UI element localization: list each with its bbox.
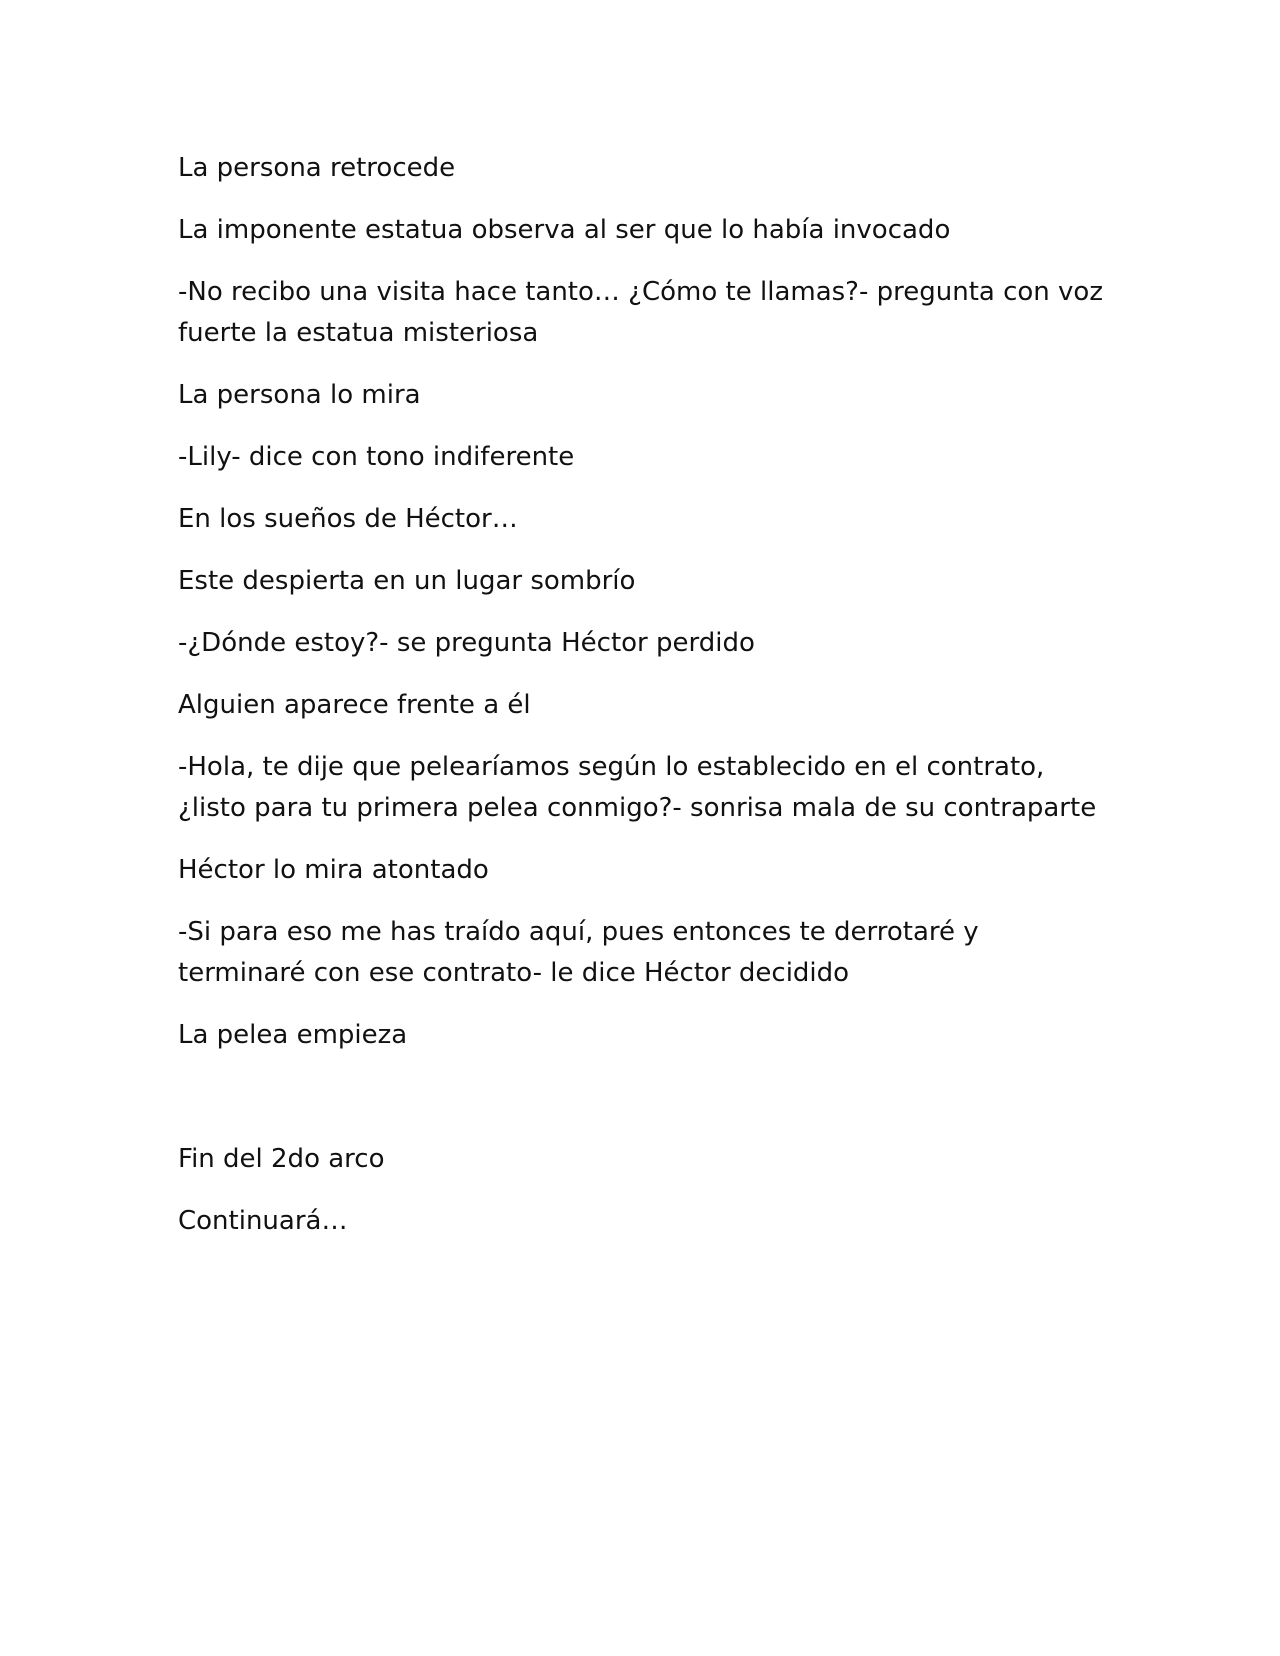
paragraph: La persona lo mira bbox=[178, 380, 421, 410]
paragraph: Héctor lo mira atontado bbox=[178, 855, 489, 885]
paragraph: La pelea empieza bbox=[178, 1020, 408, 1050]
paragraph: -Si para eso me has traído aquí, pues entonces te derrotaré y terminaré con ese contrato- le dice Héctor decidido bbox=[178, 917, 979, 988]
paragraph: -Lily- dice con tono indiferente bbox=[178, 442, 575, 472]
document-body bbox=[178, 148, 1108, 1263]
paragraph: La imponente estatua observa al ser que lo había invocado bbox=[178, 215, 951, 245]
paragraph: -¿Dónde estoy?- se pregunta Héctor perdido bbox=[178, 628, 755, 658]
closing-line: Fin del 2do arco bbox=[178, 1144, 385, 1174]
paragraph: -Hola, te dije que pelearíamos según lo establecido en el contrato, ¿listo para tu primera pelea conmigo?- sonrisa mala de su contraparte bbox=[178, 752, 1097, 823]
closing-line: Continuará… bbox=[178, 1206, 348, 1236]
paragraph: La persona retrocede bbox=[178, 153, 456, 183]
section-spacer bbox=[178, 1077, 1108, 1139]
paragraph: -No recibo una visita hace tanto… ¿Cómo te llamas?- pregunta con voz fuerte la estatua misteriosa bbox=[178, 277, 1103, 348]
paragraph: En los sueños de Héctor… bbox=[178, 504, 518, 534]
paragraph: Alguien aparece frente a él bbox=[178, 690, 531, 720]
paragraph: Este despierta en un lugar sombrío bbox=[178, 566, 636, 596]
